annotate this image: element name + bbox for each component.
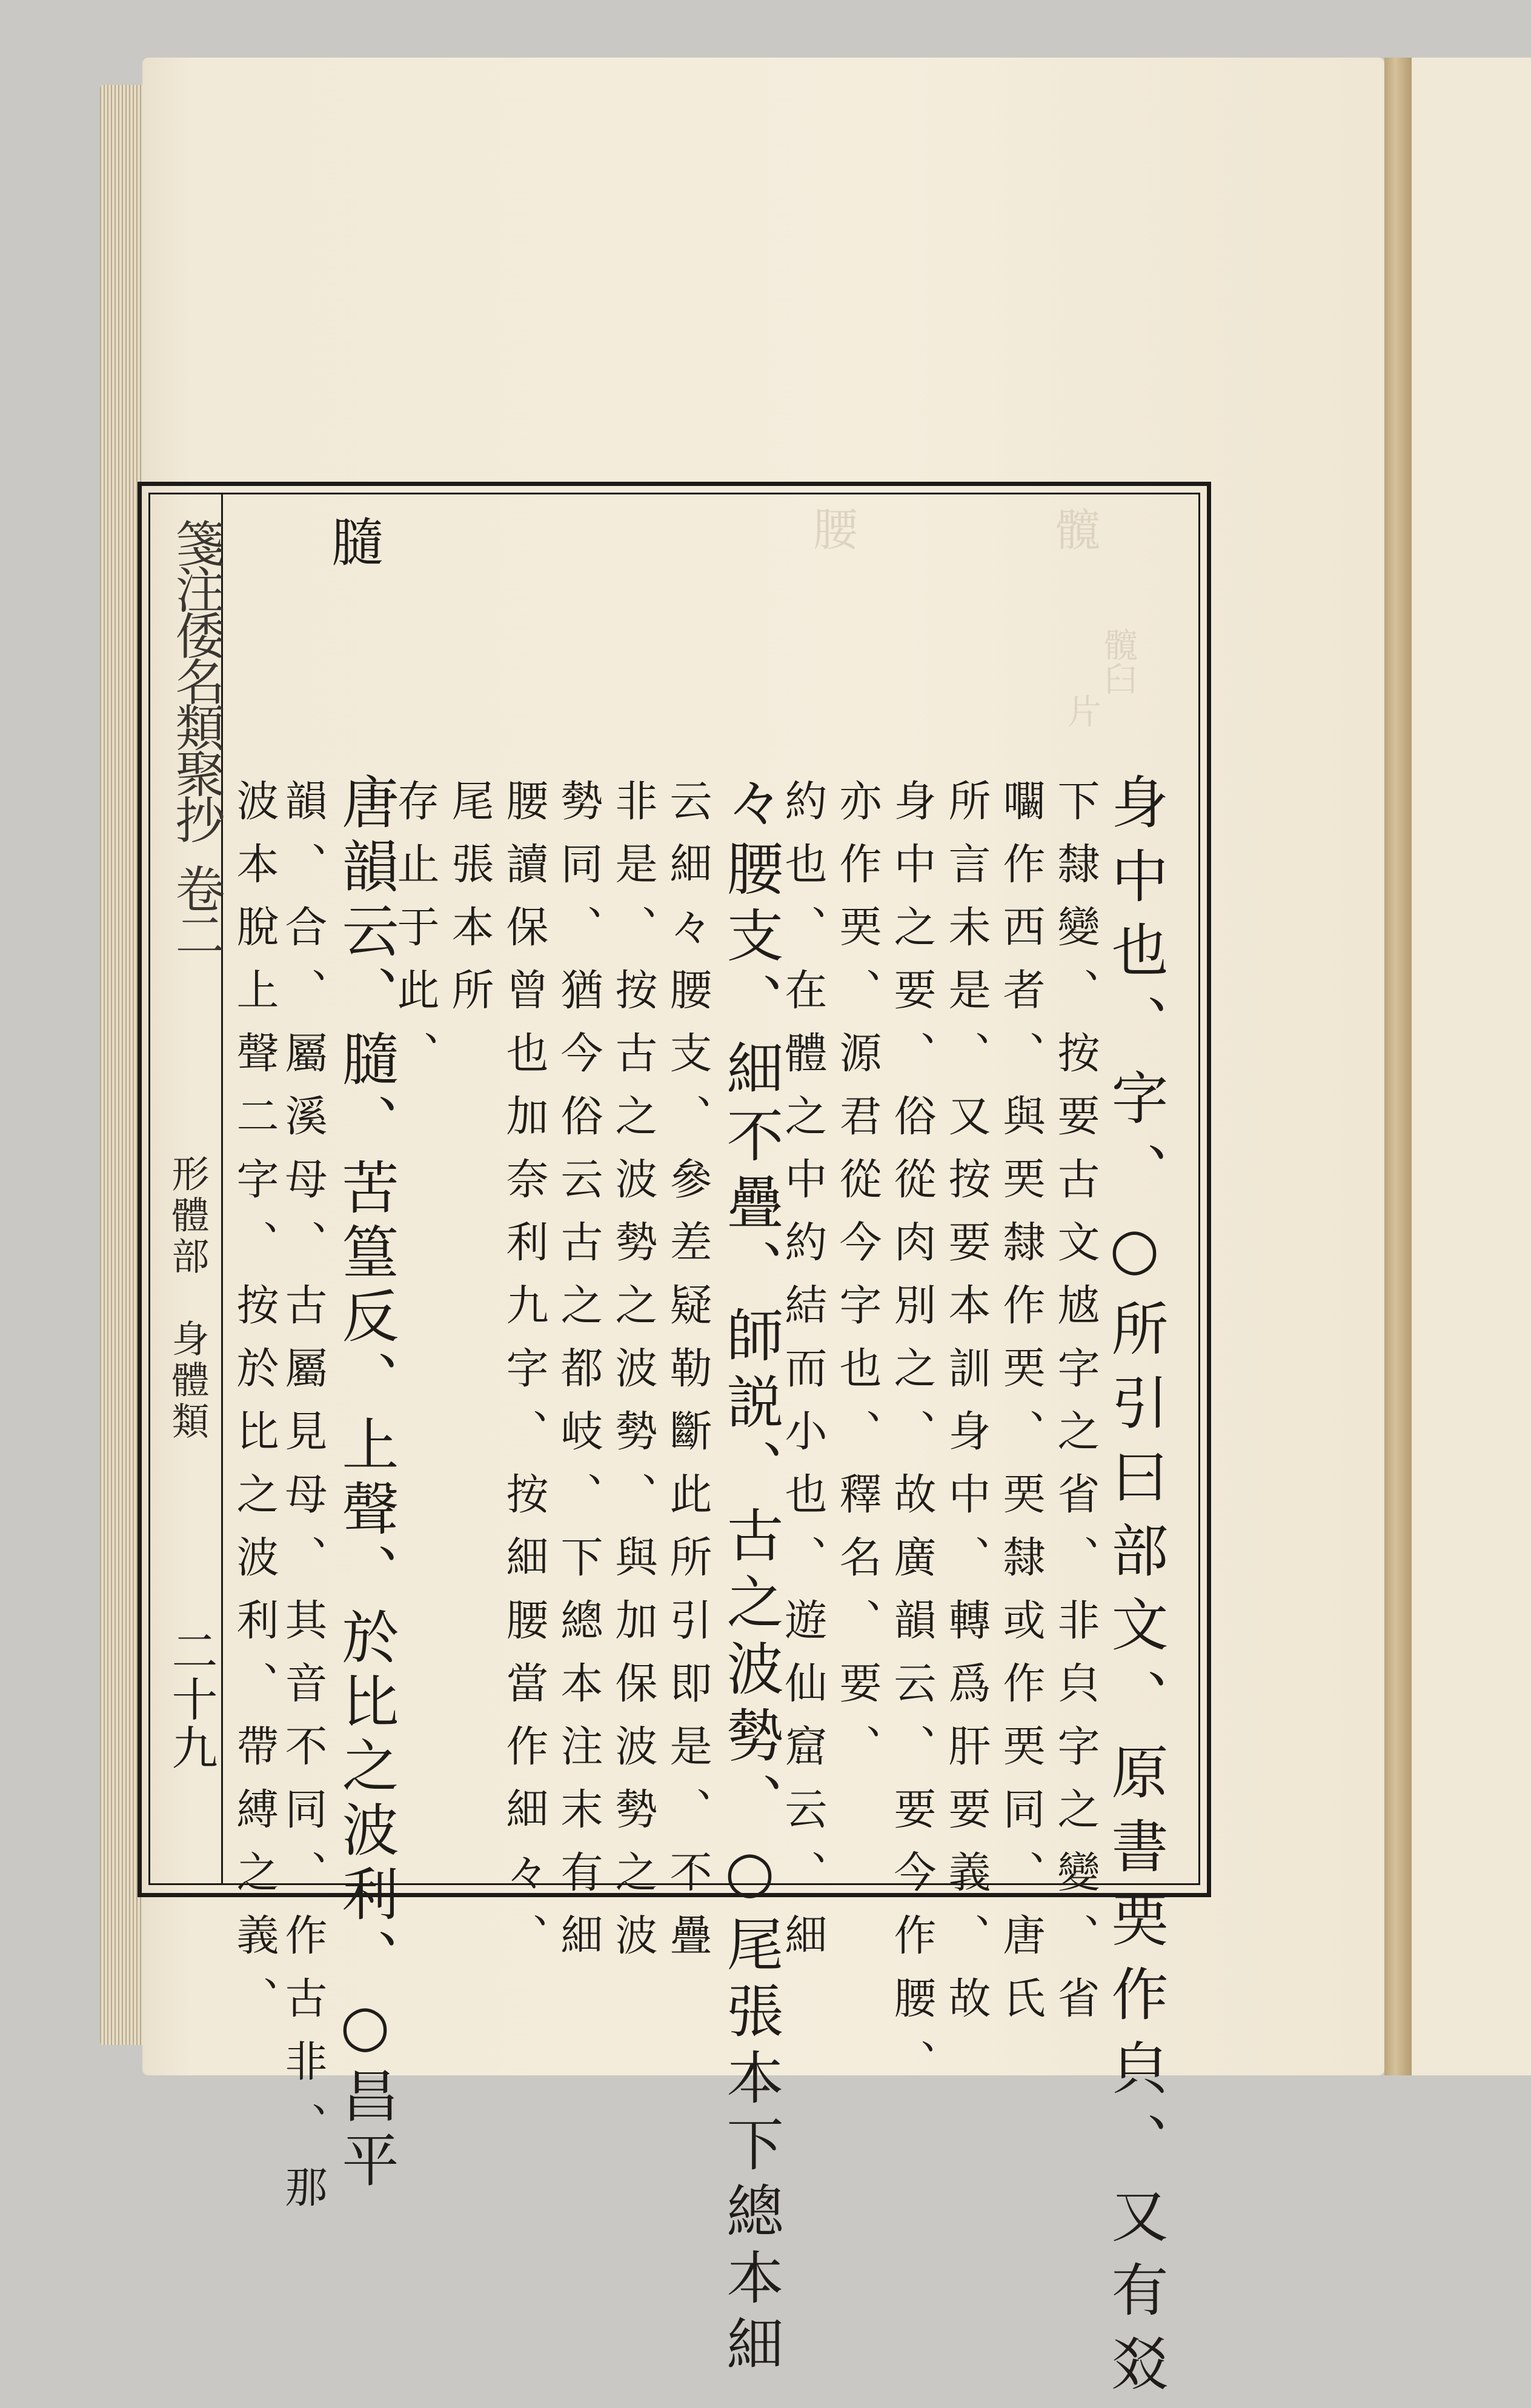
text-column: 云細々腰支、參差疑勒斷此所引即是、不疊 (663, 779, 712, 1976)
text-column: 唐韻云、膸、苦篁反、上聲、於比之波利、○昌平 (332, 773, 398, 2195)
text-column: 腰讀保曾也加奈利九字、按細腰當作細々、 (499, 779, 549, 1976)
text-column: 波本脫上聲二字、按於比之波利、帶縛之義、 (230, 779, 279, 2039)
text-column: 身中之要、俗從肉別之、故廣韻云、要今作腰、 (887, 779, 937, 2102)
text-column: 約也、在體之中約結而小也、遊仙窟云、細 (778, 779, 828, 1976)
text-column: 下隸變、按要古文㝿字之省、非㒵字之變、省 (1051, 779, 1100, 2039)
text-column: 勢同、猶今俗云古之都岐、下總本注末有細 (554, 779, 603, 1976)
text-column: 非是、按古之波勢之波勢、與加保波勢之波 (608, 779, 658, 1976)
book-gutter (1384, 58, 1412, 2075)
page-number: 二十九 (164, 1627, 218, 1772)
show-through-char: 腰 (806, 506, 858, 551)
text-column: 亦作䙲、源君從今字也、釋名、要、 (832, 779, 882, 1787)
book-title: 箋注倭名類聚抄 (167, 518, 225, 840)
text-column: 尾張本所 (445, 779, 494, 1031)
section-label: 形體部 身體類 (165, 1154, 210, 1443)
volume-label: 卷二 (167, 863, 225, 956)
text-column: 所言未是、又按要本訓身中、轉爲肝要義、故 (942, 779, 991, 2039)
entry-heading: 膸 (322, 515, 383, 567)
text-column: 㘚作西者、與䙲隸作䙲、䙲隸或作䙲同、唐氏 (996, 779, 1046, 2039)
show-through-char: 髖臼 (1098, 627, 1138, 695)
open-book (100, 58, 1531, 2408)
text-column: 韻、合、屬溪母、古屬見母、其音不同、作古非、那 (278, 779, 328, 2228)
right-page-edge (1412, 58, 1531, 2075)
text-column: 存止于此、 (390, 779, 440, 1094)
show-through-char: 髖 (1048, 506, 1100, 551)
text-column: 々腰支、細不疊、師説、古之波勢、○尾張本下總本細 (717, 773, 783, 2381)
text-column: 身中也、字、○所引曰部文、原書䙲作㒵、又有㸚 (1101, 773, 1167, 2408)
show-through-char: 片 (1062, 694, 1101, 728)
